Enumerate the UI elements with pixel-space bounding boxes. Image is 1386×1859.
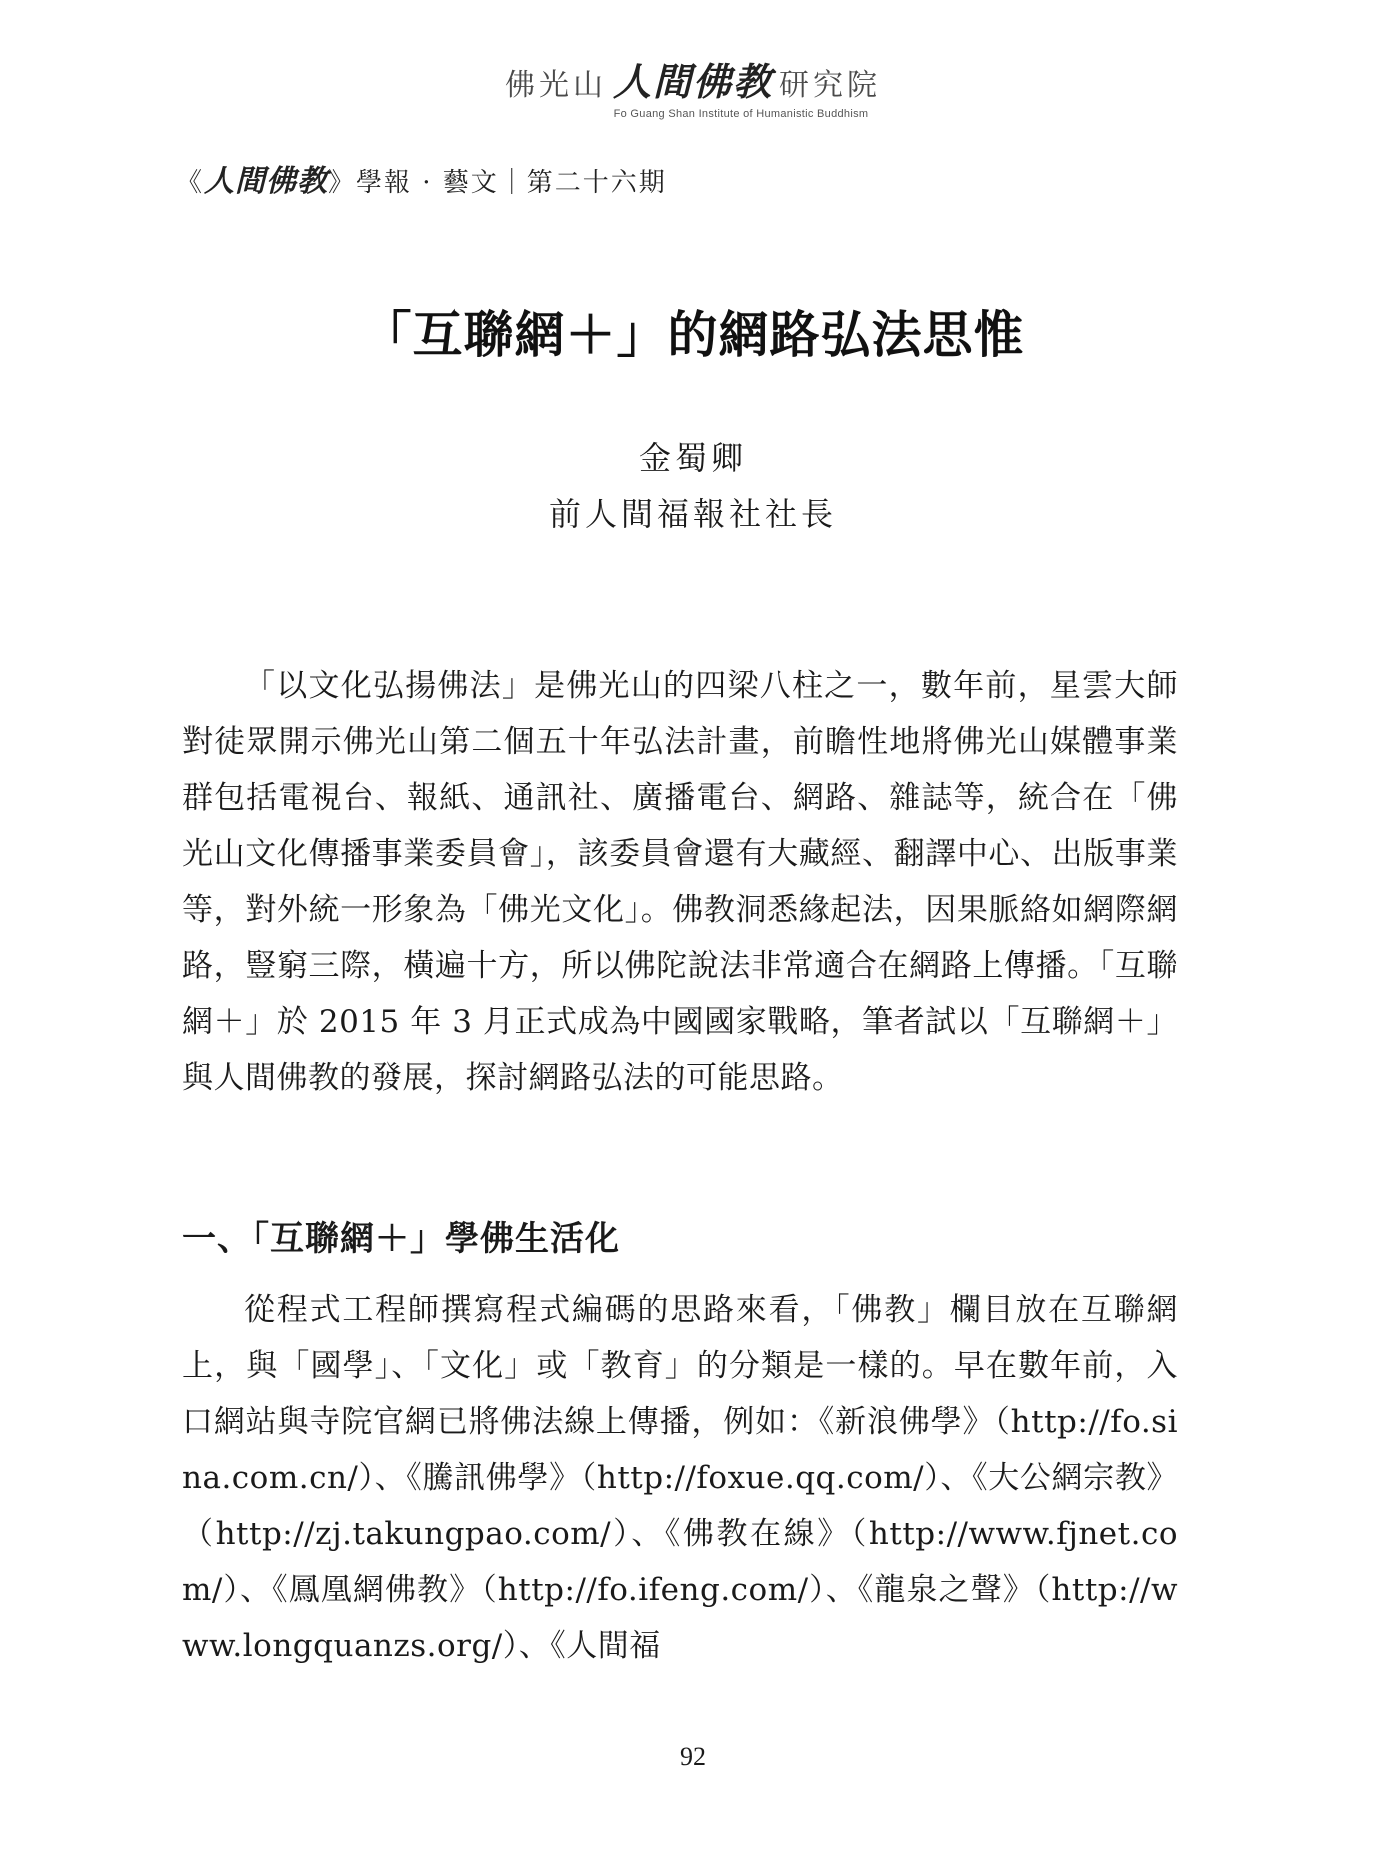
institute-logo: 人間佛教 [612, 60, 773, 104]
author-affiliation: 前人間福報社社長 [548, 495, 837, 533]
author-name: 金蜀卿 [638, 439, 747, 477]
article-title: 「互聯網＋」的網路弘法思惟 [361, 306, 1025, 364]
body-paragraph: 「以文化弘揚佛法」是佛光山的四梁八柱之一，數年前，星雲大師對徒眾開示佛光山第二個五十年弘法計畫，前瞻性地將佛光山媒體事業群包括電視台、報紙、通訊社、廣播電台、網路、雜誌等，統合在「佛光山文化傳播事業委員會」，該委員會還有大藏經、翻譯中心、出版事業等，對外統一形象為「佛光文化」。佛教洞悉緣起法，因果脈絡如網際網路，豎窮三際，橫遍十方，所以佛陀說法非常適合在網路上傳播。「互聯網＋」於 2015 年 3 月正式成為中國國家戰略，筆者試以「互聯網＋」與人間佛教的發展，探討網路弘法的可能思路。 [182, 668, 1178, 1096]
journal-open-bracket: 《 [176, 168, 205, 198]
institute-suffix: 研究院 [779, 68, 881, 103]
institute-english-name: Fo Guang Shan Institute of Humanistic Buddhism [613, 108, 869, 120]
page-number: 92 [680, 1742, 706, 1771]
institute-prefix: 佛光山 [504, 68, 607, 103]
running-header [0, 62, 1386, 120]
journal-logo: 人間佛教 [204, 164, 329, 199]
journal-issue: 》學報 · 藝文｜第二十六期 [328, 168, 667, 198]
institute-name [0, 62, 1386, 106]
body-paragraph: 從程式工程師撰寫程式編碼的思路來看，「佛教」欄目放在互聯網上，與「國學」、「文化」或「教育」的分類是一樣的。早在數年前，入口網站與寺院官網已將佛法線上傳播，例如：《新浪佛學》（http://fo.sina.com.cn/）、《騰訊佛學》（http://foxue.qq.com/）、《大公網宗教》（http://zj.takungpao.com/）、《佛教在線》（http://www.fjnet.com/）、《鳳凰網佛教》（http://fo.ifeng.com/）、《龍泉之聲》（http://www.longquanzs.org/）、《人間福 [182, 1292, 1178, 1664]
journal-issue-line [176, 164, 667, 201]
section-heading: 一、「互聯網＋」學佛生活化 [182, 1219, 620, 1259]
